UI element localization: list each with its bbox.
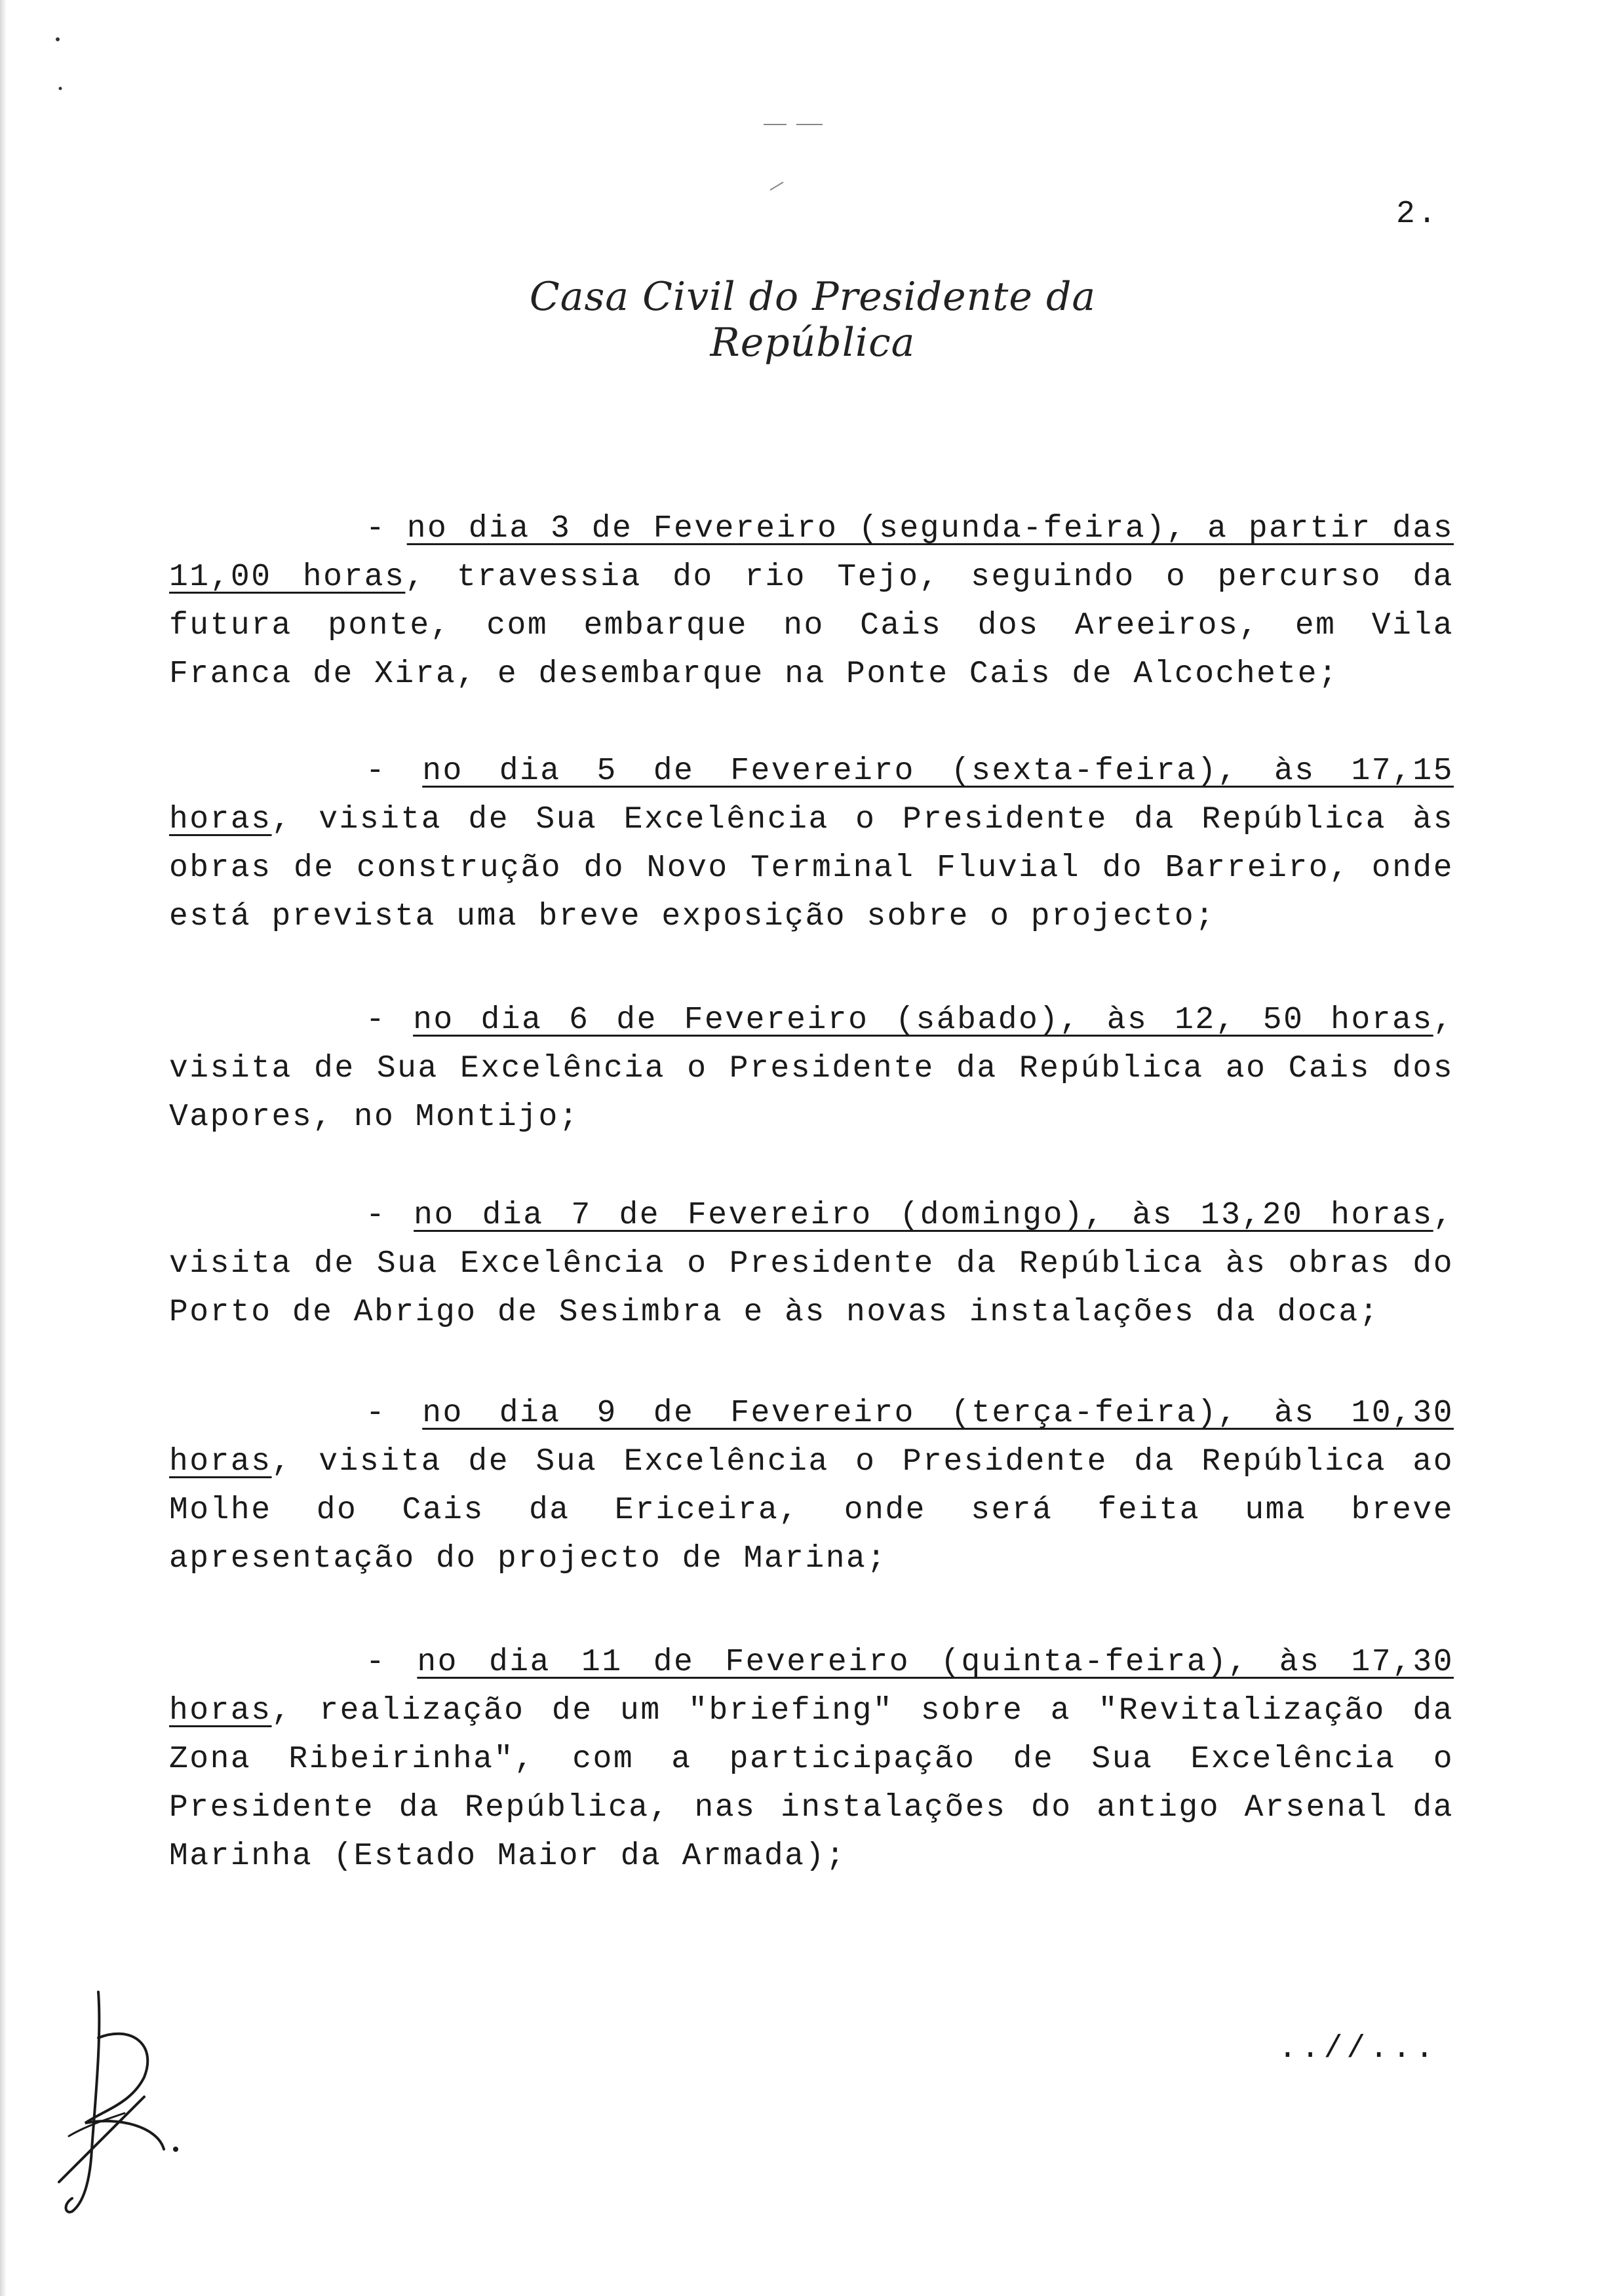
letterhead-title: Casa Civil do Presidente da República [529,274,1097,366]
entry-description: , visita de Sua Excelência o Presidente da República às obras do Porto de Abrigo de Sesimbra e às novas instalações da doca; [169,1198,1454,1330]
entry-description: , visita de Sua Excelência o Presidente da República às obras de construção do Novo Terminal Fluvial do Barreiro, onde está prevista uma breve exposição sobre o projecto; [169,802,1454,934]
schedule-entry-2 [169,747,1454,941]
page-edge-shadow [0,0,7,2296]
entry-date-time: no dia 3 de Fevereiro (segunda-feira), a partir das 11,00 horas [169,511,1454,595]
scan-specks [52,33,66,98]
schedule-entry-3 [169,996,1454,1141]
schedule-entry-1 [169,505,1454,698]
entry-date-time: no dia 9 de Fevereiro (terça-feira), às 10,30 horas [169,1396,1454,1480]
page-number: 2. [1396,197,1439,232]
entry-date-time: no dia 7 de Fevereiro (domingo), às 13,20 horas [414,1198,1433,1233]
handwritten-signature [46,1985,190,2221]
entry-dash: - [366,511,407,546]
continuation-mark: ..//... [1278,2031,1438,2067]
schedule-entry-5 [169,1389,1454,1583]
entry-dash: - [366,1396,423,1431]
entry-dash: - [366,1003,414,1038]
entry-dash: - [366,1645,418,1680]
entry-dash: - [366,754,423,789]
entry-description: , realização de um "briefing" sobre a "Revitalização da Zona Ribeirinha", com a participação de Sua Excelência o Presidente da República, nas instalações do antigo Arsenal da Marinha (Estado Maior da Armada); [169,1693,1454,1874]
entry-date-time: no dia 5 de Fevereiro (sexta-feira), às 17,15 horas [169,754,1454,837]
entry-dash: - [366,1198,414,1233]
entry-date-time: no dia 6 de Fevereiro (sábado), às 12, 50 horas [413,1003,1433,1038]
entry-description: , visita de Sua Excelência o Presidente da República ao Cais dos Vapores, no Montijo; [169,1003,1454,1135]
scan-artifact-marks [760,98,832,197]
entry-description: , visita de Sua Excelência o Presidente da República ao Molhe do Cais da Ericeira, onde será feita uma breve apresentação do projecto de Marina; [169,1444,1454,1577]
schedule-entry-4 [169,1191,1454,1337]
schedule-entry-6 [169,1638,1454,1881]
entry-date-time: no dia 11 de Fevereiro (quinta-feira), às 17,30 horas [169,1645,1454,1729]
entry-description: , travessia do rio Tejo, seguindo o percurso da futura ponte, com embarque no Cais dos Areeiros, em Vila Franca de Xira, e desembarque na Ponte Cais de Alcochete; [169,560,1454,692]
